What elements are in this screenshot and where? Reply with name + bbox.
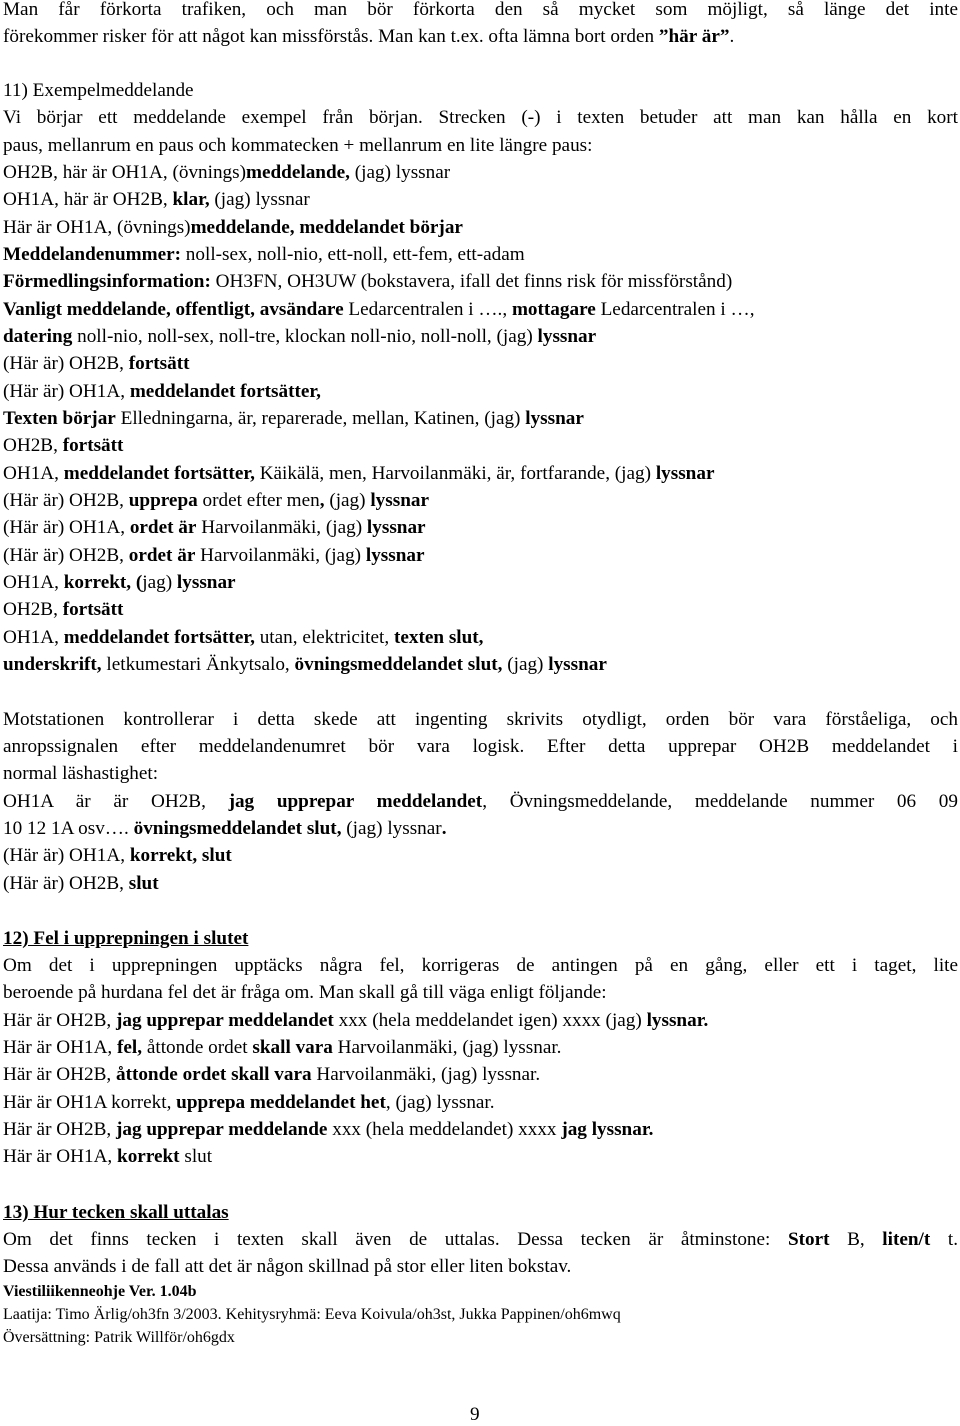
bold-text: meddelandet fortsätter, [63, 463, 255, 484]
bold-text: fortsätt [62, 599, 124, 620]
text-line [3, 1007, 708, 1034]
bold-text: korrekt, slut [129, 845, 232, 866]
bold-text: liten/t [882, 1229, 931, 1250]
text-segment: . [729, 26, 735, 47]
text-line [3, 296, 755, 323]
bold-text: åttonde ordet skall vara [115, 1064, 312, 1085]
bold-text: övningsmeddelandet slut, [294, 654, 503, 675]
bold-text: jag lyssnar. [561, 1119, 654, 1140]
text-segment: Motstationen kontrollerar i detta skede att ingenting skrivits otydligt, orden bör vara förståeliga, och [3, 709, 958, 730]
bold-text: mottagare [511, 299, 596, 320]
text-line [3, 104, 958, 131]
text-segment: Här är OH2B, [3, 1119, 116, 1140]
text-line [3, 1034, 561, 1061]
text-line [3, 952, 958, 979]
text-line [3, 460, 714, 487]
bold-text: datering [3, 326, 73, 347]
bold-text: ordet är [129, 517, 197, 538]
text-segment: (Här är) OH2B, [3, 545, 129, 566]
text-segment: Här är OH2B, [3, 1010, 116, 1031]
text-line [3, 1226, 958, 1253]
text-segment: OH2B, här är OH1A, (övnings) [3, 162, 247, 183]
text-line [3, 706, 958, 733]
text-segment: Ledarcentralen i …., [343, 299, 512, 320]
bold-text: Vanligt meddelande, offentligt, avsändare [3, 299, 344, 320]
text-segment: Harvoilanmäki, (jag) lyssnar. [311, 1064, 541, 1085]
text-segment: utan, elektricitet, [254, 627, 394, 648]
bold-text: 13) Hur tecken skall uttalas [3, 1202, 229, 1223]
text-line [3, 1061, 540, 1088]
text-segment: (Här är) OH2B, [3, 873, 129, 894]
text-segment: Här är OH1A korrekt, [3, 1092, 177, 1113]
text-segment: (jag) lyssnar [349, 162, 451, 183]
text-segment: 10 12 1A osv…. [3, 818, 134, 839]
text-segment: Elledningarna, är, reparerade, mellan, Katinen, (jag) [115, 408, 526, 429]
bold-text: Förmedlingsinformation: [3, 271, 211, 292]
text-segment: beroende på hurdana fel det är fråga om. Man skall gå till väga enligt följande: [3, 982, 607, 1003]
bold-text: Meddelandenummer: [3, 244, 181, 265]
text-segment: Här är OH1A, [3, 1146, 118, 1167]
text-segment: letkumestari Änkytsalo, [101, 654, 295, 675]
text-segment: OH1A, [3, 627, 64, 648]
text-segment: åttonde ordet [142, 1037, 253, 1058]
text-segment: Vi börjar ett meddelande exempel från början. Strecken (-) i texten betuder att man kan hålla en kort [3, 107, 958, 128]
text-segment: anropssignalen efter meddelandenumret bör vara logisk. Efter detta upprepar OH2B meddelandet i [3, 736, 958, 757]
text-line [3, 569, 236, 596]
text-line [3, 815, 446, 842]
bold-text: fortsätt [128, 353, 190, 374]
text-line [3, 1143, 212, 1170]
text-segment: OH1A, [3, 463, 64, 484]
text-line [3, 1089, 495, 1116]
text-segment: 11) Exempelmeddelande [3, 80, 194, 101]
text-segment: xxx (hela meddelandet igen) xxxx (jag) [333, 1010, 647, 1031]
text-segment: OH1A är är OH2B, [3, 791, 229, 812]
bold-text: Texten börjar [3, 408, 116, 429]
text-segment: , (jag) lyssnar. [385, 1092, 495, 1113]
footer-title: Viestiliikenneohje Ver. 1.04b [3, 1283, 197, 1300]
bold-text: skall vara [252, 1037, 333, 1058]
bold-text: 12) Fel i upprepningen i slutet [3, 928, 249, 949]
bold-text: korrekt [117, 1146, 180, 1167]
text-segment: OH2B, [3, 599, 63, 620]
text-line [3, 733, 958, 760]
bold-text: fel, [117, 1037, 143, 1058]
bold-text: klar, [172, 189, 210, 210]
bold-text: fortsätt [62, 435, 124, 456]
text-segment: Om det finns tecken i texten skall även de uttalas. Dessa tecken är åtminstone: [3, 1229, 788, 1250]
bold-text: lyssnar [537, 326, 597, 347]
bold-text: lyssnar [176, 572, 236, 593]
text-segment: Harvoilanmäki, (jag) lyssnar. [332, 1037, 562, 1058]
text-line [3, 378, 321, 405]
bold-text: lyssnar. [646, 1010, 709, 1031]
text-line [3, 405, 584, 432]
text-line [3, 788, 958, 815]
text-segment: (Här är) OH1A, [3, 845, 130, 866]
text-line [3, 487, 429, 514]
text-line [3, 23, 734, 50]
text-segment: Ledarcentralen i …, [595, 299, 755, 320]
text-segment: paus, mellanrum en paus och kommatecken + mellanrum en lite längre paus: [3, 135, 593, 156]
bold-text: lyssnar [525, 408, 584, 429]
text-segment: t. [930, 1229, 958, 1250]
text-segment: Man får förkorta trafiken, och man bör förkorta den så mycket som möjligt, så länge det inte [3, 0, 958, 20]
bold-text: upprepa meddelandet het [176, 1092, 386, 1113]
text-line [3, 514, 426, 541]
text-line [3, 268, 732, 295]
text-segment: (jag) [502, 654, 549, 675]
bold-text: Stort [787, 1229, 830, 1250]
text-line [3, 241, 525, 268]
text-line [3, 323, 596, 350]
bold-text: meddelande, meddelandet börjar [190, 217, 463, 238]
text-segment: (jag) [324, 490, 371, 511]
bold-text: lyssnar [370, 490, 429, 511]
bold-text: texten slut, [393, 627, 484, 648]
text-segment: ordet efter men [197, 490, 320, 511]
footer-translation: Översättning: Patrik Willför/oh6gdx [3, 1329, 235, 1346]
text-line [3, 0, 958, 23]
text-segment: (jag) lyssnar [341, 818, 442, 839]
text-line [3, 132, 592, 159]
text-line [3, 1116, 653, 1143]
text-segment: Harvoilanmäki, (jag) [195, 545, 366, 566]
bold-text: lyssnar [366, 517, 426, 538]
bold-text: underskrift, [3, 654, 102, 675]
text-segment: (Här är) OH1A, [3, 381, 130, 402]
text-segment: normal läshastighet: [3, 763, 159, 784]
bold-text: jag upprepar meddelandet [228, 791, 483, 812]
text-segment: Dessa används i de fall att det är någon skillnad på stor eller liten bokstav. [3, 1256, 572, 1277]
text-line [3, 1199, 229, 1226]
text-segment: Här är OH1A, (övnings) [3, 217, 191, 238]
text-segment: Om det i upprepningen upptäcks några fel, korrigeras de antingen på en gång, eller ett i taget, lite [3, 955, 958, 976]
text-segment: OH1A, [3, 572, 64, 593]
text-segment: Harvoilanmäki, (jag) [196, 517, 367, 538]
text-line [3, 542, 425, 569]
bold-text: jag upprepar meddelande [115, 1119, 328, 1140]
bold-text: upprepa [128, 490, 198, 511]
bold-text: lyssnar [365, 545, 425, 566]
bold-text: lyssnar [548, 654, 607, 675]
text-segment: OH3FN, OH3UW (bokstavera, ifall det finns risk för missförstånd) [210, 271, 733, 292]
text-segment: (Här är) OH1A, [3, 517, 130, 538]
text-line [3, 651, 607, 678]
text-segment: förekommer risker för att något kan missförstås. Man kan t.ex. ofta lämna bort orden [3, 26, 659, 47]
text-line [3, 870, 159, 897]
text-segment: noll-sex, noll-nio, ett-noll, ett-fem, ett-adam [181, 244, 525, 265]
text-line [3, 432, 123, 459]
bold-text: , [319, 490, 325, 511]
text-line [3, 979, 607, 1006]
text-segment: jag) [142, 572, 177, 593]
text-segment: OH2B, [3, 435, 63, 456]
bold-text: meddelandet fortsätter, [129, 381, 321, 402]
bold-text: ”här är” [658, 26, 730, 47]
text-line [3, 186, 310, 213]
text-segment: slut [179, 1146, 213, 1167]
text-segment: B, [829, 1229, 883, 1250]
text-line [3, 1253, 571, 1280]
text-line [3, 760, 158, 787]
bold-text: . [441, 818, 447, 839]
text-segment: Käikälä, men, Harvoilanmäki, är, fortfarande, (jag) [254, 463, 656, 484]
bold-text: meddelandet fortsätter, [63, 627, 255, 648]
bold-text: övningsmeddelandet slut, [133, 818, 342, 839]
text-segment: xxx (hela meddelandet) xxxx [327, 1119, 562, 1140]
text-segment: (jag) lyssnar [209, 189, 310, 210]
text-line [3, 925, 248, 952]
bold-text: korrekt, ( [63, 572, 143, 593]
bold-text: slut [128, 873, 159, 894]
text-line [3, 596, 123, 623]
page-number: 9 [470, 1404, 480, 1425]
text-line [3, 350, 189, 377]
bold-text: meddelande, [246, 162, 350, 183]
text-segment: , Övningsmeddelande, meddelande nummer 06 09 [482, 791, 958, 812]
footer-credits: Laatija: Timo Ärlig/oh3fn 3/2003. Kehitysryhmä: Eeva Koivula/oh3st, Jukka Pappinen/oh6mwq [3, 1306, 621, 1323]
bold-text: lyssnar [655, 463, 715, 484]
text-segment: (Här är) OH2B, [3, 490, 129, 511]
bold-text: ordet är [128, 545, 196, 566]
text-line [3, 842, 232, 869]
text-segment: Här är OH2B, [3, 1064, 116, 1085]
text-segment: noll-nio, noll-sex, noll-tre, klockan noll-nio, noll-noll, (jag) [72, 326, 538, 347]
text-segment: OH1A, här är OH2B, [3, 189, 173, 210]
text-line [3, 159, 450, 186]
text-line [3, 77, 194, 104]
text-segment: Här är OH1A, [3, 1037, 118, 1058]
text-segment: (Här är) OH2B, [3, 353, 129, 374]
text-line [3, 214, 463, 241]
bold-text: jag upprepar meddelandet [115, 1010, 334, 1031]
text-line [3, 624, 483, 651]
